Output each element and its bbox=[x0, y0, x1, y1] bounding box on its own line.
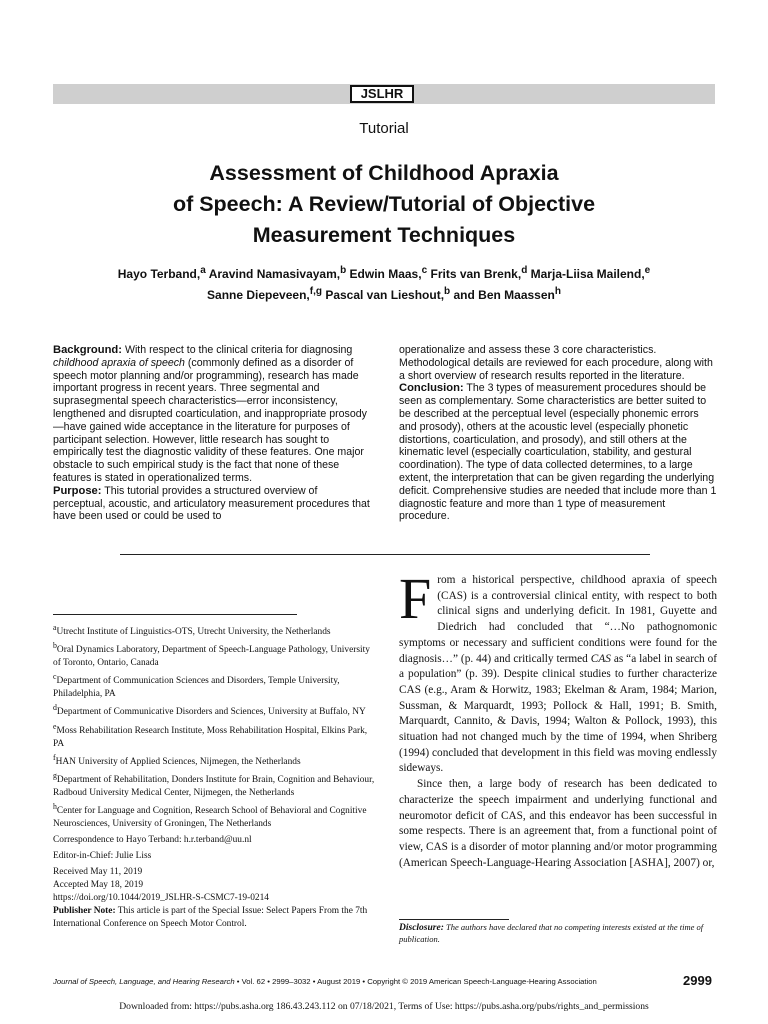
affiliation-text: Department of Communicative Disorders and Sciences, University at Buffalo, NY bbox=[56, 707, 366, 718]
affiliation-text: Department of Rehabilitation, Donders Institute for Brain, Cognition and Behaviour, Radboud University Medical Center, Nijmegen, the Netherlands bbox=[53, 774, 375, 798]
conclusion-label: Conclusion: bbox=[399, 382, 464, 395]
author-affiliation-mark: f,g bbox=[309, 286, 322, 297]
author-affiliation-mark: d bbox=[521, 265, 528, 276]
doi-link[interactable]: https://doi.org/10.1044/2019_JSLHR-S-CSMC7-19-0214 bbox=[53, 893, 269, 903]
affiliation-item bbox=[53, 670, 375, 701]
journal-name: Journal of Speech, Language, and Hearing Research bbox=[53, 977, 235, 986]
background-label: Background: bbox=[53, 344, 122, 356]
affiliation-text: Utrecht Institute of Linguistics-OTS, Utrecht University, the Netherlands bbox=[56, 627, 331, 638]
body-text-column bbox=[399, 566, 717, 871]
footer-details: • Vol. 62 • 2999–3032 • August 2019 • Copyright © 2019 American Speech-Language-Hearing Association bbox=[234, 977, 597, 986]
author-affiliation-mark: b bbox=[444, 286, 451, 297]
affiliation-mark: b bbox=[53, 641, 57, 651]
affiliation-item bbox=[53, 769, 375, 800]
affiliation-mark: f bbox=[53, 752, 56, 762]
affiliation-text: HAN University of Applied Sciences, Nijmegen, the Netherlands bbox=[55, 756, 301, 767]
affiliation-item bbox=[53, 621, 375, 639]
purpose-text: This tutorial provides a structured overview of perceptual, acoustic, and articulatory measurement procedures that have been used or could be used to bbox=[53, 484, 370, 523]
author-affiliation-mark: e bbox=[644, 265, 651, 276]
author-list bbox=[60, 262, 708, 304]
page-number: 2999 bbox=[683, 973, 712, 988]
footnote-divider bbox=[53, 614, 297, 615]
background-emphasis: childhood apraxia of speech bbox=[53, 356, 185, 369]
affiliation-mark: a bbox=[53, 623, 57, 632]
publisher-note-text: This article is part of the Special Issue: Select Papers From the 7th International Conference on Speech Motor Control. bbox=[53, 906, 368, 929]
title-line: Measurement Techniques bbox=[252, 223, 516, 247]
disclosure-divider bbox=[399, 919, 509, 920]
purpose-continued: operationalize and assess these 3 core characteristics. Methodological details are reviewed for each procedure, along with a short overview of research results reported in the literature. bbox=[399, 344, 713, 382]
abstract-right-column bbox=[399, 344, 717, 523]
author-name: Frits van Brenk, bbox=[430, 267, 522, 281]
affiliation-text: Oral Dynamics Laboratory, Department of Speech-Language Pathology, University of Toronto, Ontario, Canada bbox=[53, 645, 370, 669]
affiliation-item bbox=[53, 720, 375, 751]
author-affiliation-mark: a bbox=[200, 265, 206, 276]
affiliation-item bbox=[53, 751, 375, 769]
abstract-divider bbox=[120, 554, 650, 555]
affiliation-text: Department of Communication Sciences and Disorders, Temple University, Philadelphia, PA bbox=[53, 676, 340, 700]
author-name: Aravind Namasivayam, bbox=[208, 267, 341, 281]
correspondence bbox=[53, 834, 375, 847]
title-line: of Speech: A Review/Tutorial of Objective bbox=[172, 192, 596, 216]
publisher-note bbox=[53, 905, 375, 931]
affiliation-text: Center for Language and Cognition, Research School of Behavioral and Cognitive Neurosciences, University of Groningen, The Netherlands bbox=[53, 806, 367, 829]
affiliation-mark: e bbox=[53, 721, 57, 731]
affiliation-text: Moss Rehabilitation Research Institute, Moss Rehabilitation Hospital, Elkins Park, PA bbox=[53, 725, 368, 749]
author-line bbox=[60, 262, 708, 283]
correspondence-text: Correspondence to Hayo Terband: h.r.terband@uu.nl bbox=[53, 835, 252, 845]
body-paragraph-text: as “a label in search of a population” (p. 39). Despite clinical studies to further characterize CAS (e.g., Aram & Horwitz, 1983; Ekelman & Aram, 1984; Marion, Sussman, & Marquardt, 1993; Pollock & Hall, 1991; B. Smith, Marquardt, Cannito, & Davis, 1994; Walton & Pollock, 1993), this situation had not changed much by the time of 1994, when Shriberg (1994) concluded that development in this field was moving endlessly sideways. bbox=[399, 652, 717, 775]
affiliation-item bbox=[53, 800, 375, 831]
accepted-date: Accepted May 18, 2019 bbox=[53, 880, 144, 890]
title-line: Assessment of Childhood Apraxia bbox=[209, 161, 559, 185]
author-name: Hayo Terband, bbox=[117, 267, 201, 281]
affiliations-footnotes bbox=[53, 621, 375, 931]
background-text: With respect to the clinical criteria for diagnosing bbox=[122, 344, 353, 356]
author-line bbox=[60, 283, 708, 304]
author-name: Pascal van Lieshout, bbox=[325, 288, 445, 302]
download-notice: Downloaded from: https://pubs.asha.org 186.43.243.112 on 07/18/2021, Terms of Use: https://pubs.asha.org/pubs/rights_and_permissions bbox=[119, 1001, 649, 1012]
author-name: Sanne Diepeveen, bbox=[207, 288, 310, 302]
purpose-label: Purpose: bbox=[53, 484, 102, 497]
author-affiliation-mark: c bbox=[421, 265, 428, 276]
author-name: Edwin Maas, bbox=[349, 267, 422, 281]
conclusion-text: The 3 types of measurement procedures should be seen as complementary. Some characteristics are better suited to be described at the perceptual level (especially phonemic errors and prosody), others at the acoustic level (especially phonetic distortions, coarticulation, and prosody), and still others at the kinematic level (especially coarticulation, stability, and gestural coordination). The type of data collected determines, to a large extent, the interpretation that can be given regarding the underlying deficit. Comprehensive studies are needed that include more than 1 diagnostic feature and more than 1 type of measurement procedure. bbox=[399, 382, 717, 523]
journal-abbrev: JSLHR bbox=[350, 85, 414, 103]
received-date: Received May 11, 2019 bbox=[53, 867, 143, 877]
affiliation-mark: c bbox=[53, 672, 57, 682]
abstract-left-column bbox=[53, 344, 371, 523]
background-text: (commonly defined as a disorder of speech motor planning and/or programming), research has made important progress in recent years. Three segmental and suprasegmental speech characteristics—error inconsistency, lengthened and disrupted coarticulation, and inappropriate prosody—have gained wide acceptance in the literature for purposes of participant selection. However, little research has sought to empirically test the diagnostic validity of these features. One major obstacle to such empirical study is the fact that none of these features is stated in operationalized terms. bbox=[53, 356, 367, 484]
author-name: Marja-Liisa Mailend, bbox=[530, 267, 645, 281]
publisher-note-label: Publisher Note: bbox=[53, 906, 116, 916]
article-type: Tutorial bbox=[359, 120, 409, 137]
affiliation-item bbox=[53, 701, 375, 719]
affiliation-item bbox=[53, 639, 375, 670]
article-title bbox=[60, 158, 708, 251]
editor-line: Editor-in-Chief: Julie Liss bbox=[53, 851, 152, 861]
body-emphasis: CAS bbox=[590, 652, 611, 665]
author-affiliation-mark: h bbox=[554, 286, 561, 297]
page-footer bbox=[53, 977, 663, 986]
body-paragraph bbox=[399, 566, 717, 777]
affiliation-mark: g bbox=[53, 770, 57, 780]
drop-cap: F bbox=[399, 566, 432, 631]
disclosure bbox=[399, 922, 717, 945]
author-affiliation-mark: b bbox=[340, 265, 347, 276]
body-paragraph-text: rom a historical perspective, childhood apraxia of speech (CAS) is a controversial clinical entity, with respect to both clinical signs and underlying deficit. In 1981, Guyette and Diedrich had concluded that “…No pathognomonic symptoms or necessary and sufficient conditions were found for the diagnosis…” (p. 44) and critically termed bbox=[399, 574, 717, 665]
author-name: and Ben Maassen bbox=[453, 288, 555, 302]
body-paragraph: Since then, a large body of research has been dedicated to characterize the speech impairment and underlying functional and neuromotor deficit of CAS, and this endeavor has been successful in some respects. There is an agreement that, from a functional point of view, CAS is a disorder of motor planning and/or motor programming (American Speech-Language-Hearing Association [ASHA], 2007) or, bbox=[399, 778, 717, 869]
affiliation-mark: h bbox=[53, 801, 57, 811]
disclosure-text: The authors have declared that no competing interests existed at the time of publication. bbox=[399, 922, 704, 944]
disclosure-label: Disclosure: bbox=[399, 923, 444, 933]
affiliation-mark: d bbox=[53, 703, 57, 713]
